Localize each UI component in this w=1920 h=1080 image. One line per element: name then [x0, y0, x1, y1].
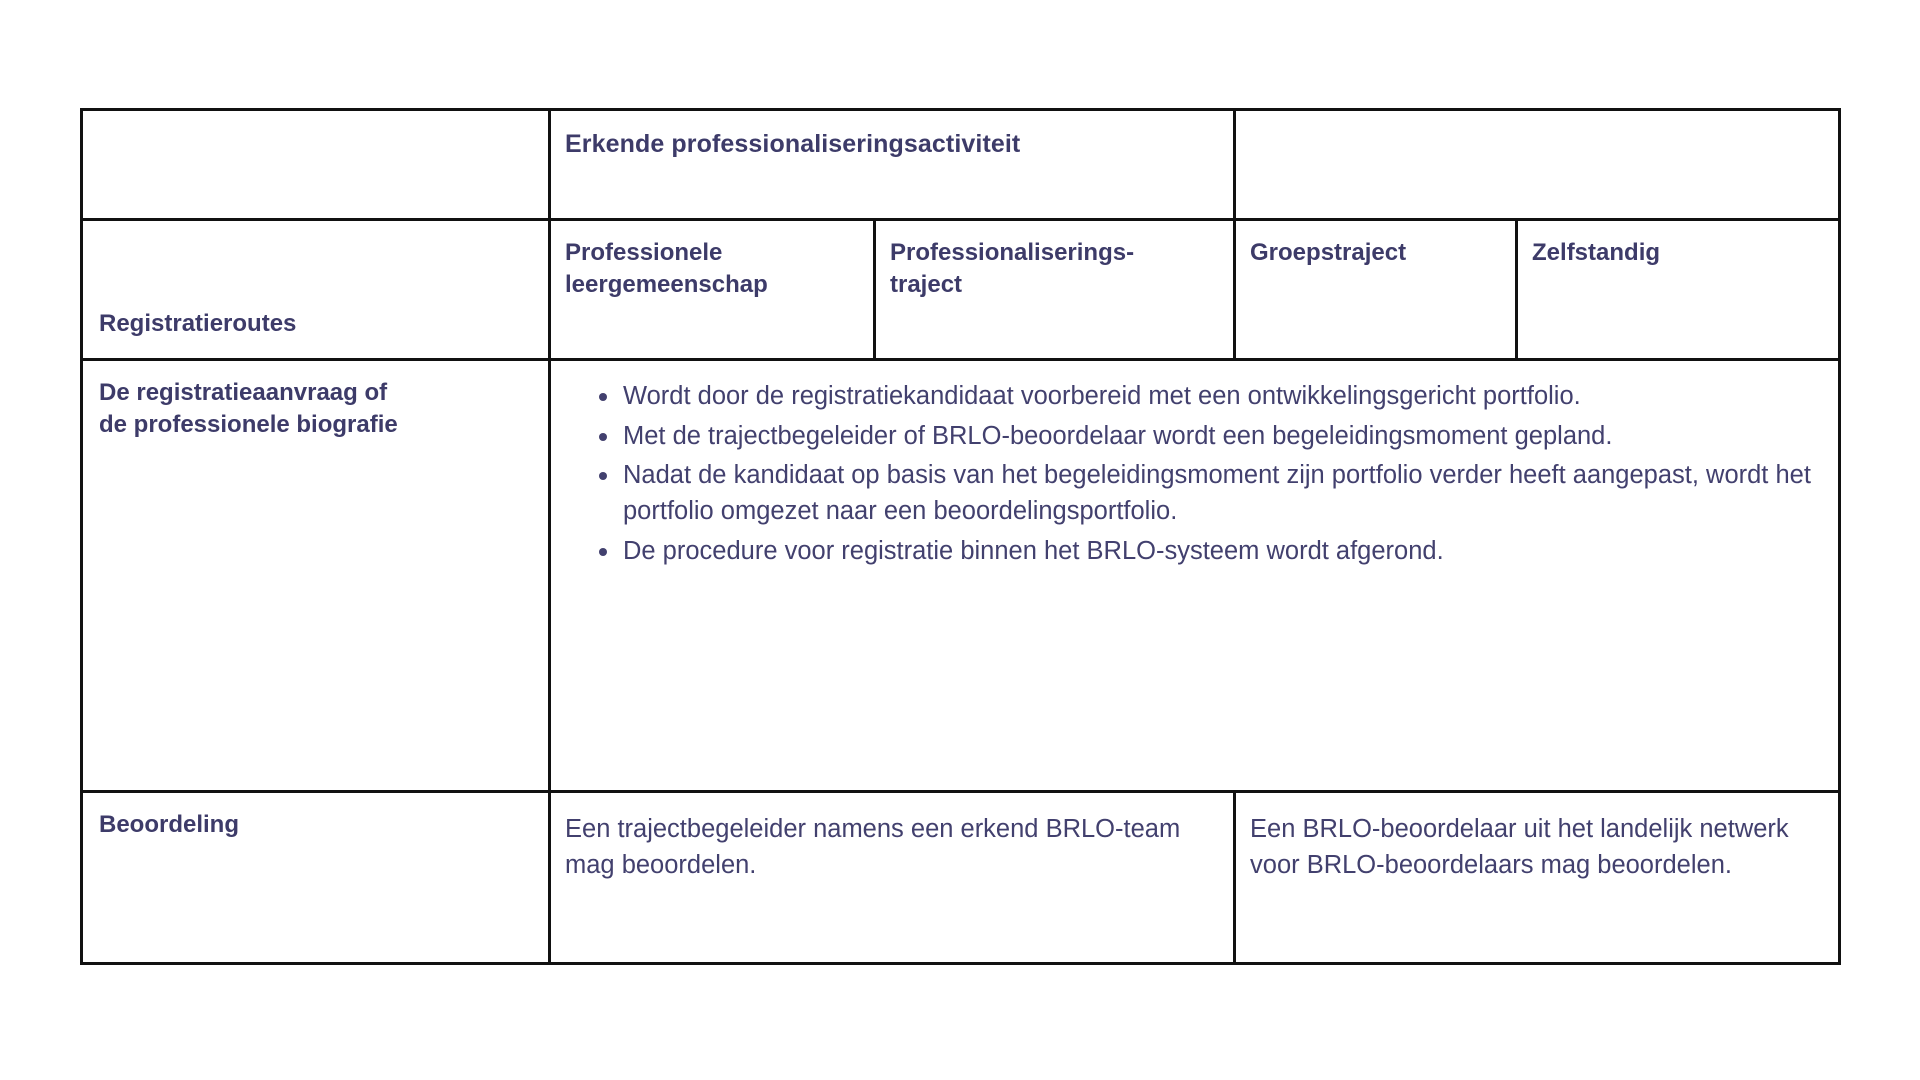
registration-routes-table [80, 108, 1841, 965]
group-header-green-label: Erkende professionaliseringsactiviteit [565, 130, 1021, 158]
row-header-registratieroutes-label: Registratieroutes [99, 310, 297, 338]
cell-beoordeling-erkende-activiteit [550, 792, 1235, 964]
row-header-registratieaanvraag [82, 360, 550, 792]
column-header-groepstraject-label: Groepstraject [1250, 239, 1407, 266]
beoordeling-left-text: Een trajectbegeleider namens een erkend BRLO-team mag beoordelen. [565, 815, 1181, 880]
column-header-professionele-leergemeenschap [550, 220, 875, 360]
column-header-groepstraject [1235, 220, 1517, 360]
column-header-professionele-leergemeenschap-label: Professionele leergemeenschap [565, 239, 768, 299]
registratieaanvraag-bullet-list [551, 361, 1838, 569]
table-row-registratieaanvraag [82, 360, 1840, 792]
list-item: Wordt door de registratiekandidaat voorbereid met een ontwikkelingsgericht portfolio. [597, 379, 1812, 415]
table-row-sub-headers [82, 220, 1840, 360]
group-header-individueel-registratietraject [1235, 110, 1840, 220]
row-header-beoordeling [82, 792, 550, 964]
cell-beoordeling-individueel-traject [1235, 792, 1840, 964]
cell-registratieaanvraag-content [550, 360, 1840, 792]
table-row-beoordeling [82, 792, 1840, 964]
list-item: Nadat de kandidaat op basis van het begeleidingsmoment zijn portfolio verder heeft aangepast, wordt het portfolio omgezet naar een beoordelingsportfolio. [597, 458, 1812, 529]
row-header-registratieroutes [82, 220, 550, 360]
list-item: Met de trajectbegeleider of BRLO-beoordelaar wordt een begeleidingsmoment gepland. [597, 419, 1812, 455]
table-row-group-headers [82, 110, 1840, 220]
beoordeling-right-text: Een BRLO-beoordelaar uit het landelijk netwerk voor BRLO-beoordelaars mag beoordelen. [1250, 815, 1789, 880]
row-header-beoordeling-label: Beoordeling [99, 811, 240, 838]
row-header-registratieaanvraag-label: De registratieaanvraag of de professionele biografie [99, 379, 398, 438]
column-header-zelfstandig [1517, 220, 1840, 360]
list-item: De procedure voor registratie binnen het BRLO-systeem wordt afgerond. [597, 534, 1812, 570]
registration-routes-table-wrapper [80, 108, 1838, 965]
column-header-zelfstandig-label: Zelfstandig [1532, 239, 1661, 266]
group-header-erkende-professionaliseringsactiviteit [550, 110, 1235, 220]
header-blank-cell [82, 110, 550, 220]
column-header-professionaliseringstraject-label: Professionaliserings- traject [890, 239, 1135, 299]
group-header-purple-label: Individueel registratietraject [1250, 130, 1587, 158]
column-header-professionaliseringstraject [875, 220, 1235, 360]
